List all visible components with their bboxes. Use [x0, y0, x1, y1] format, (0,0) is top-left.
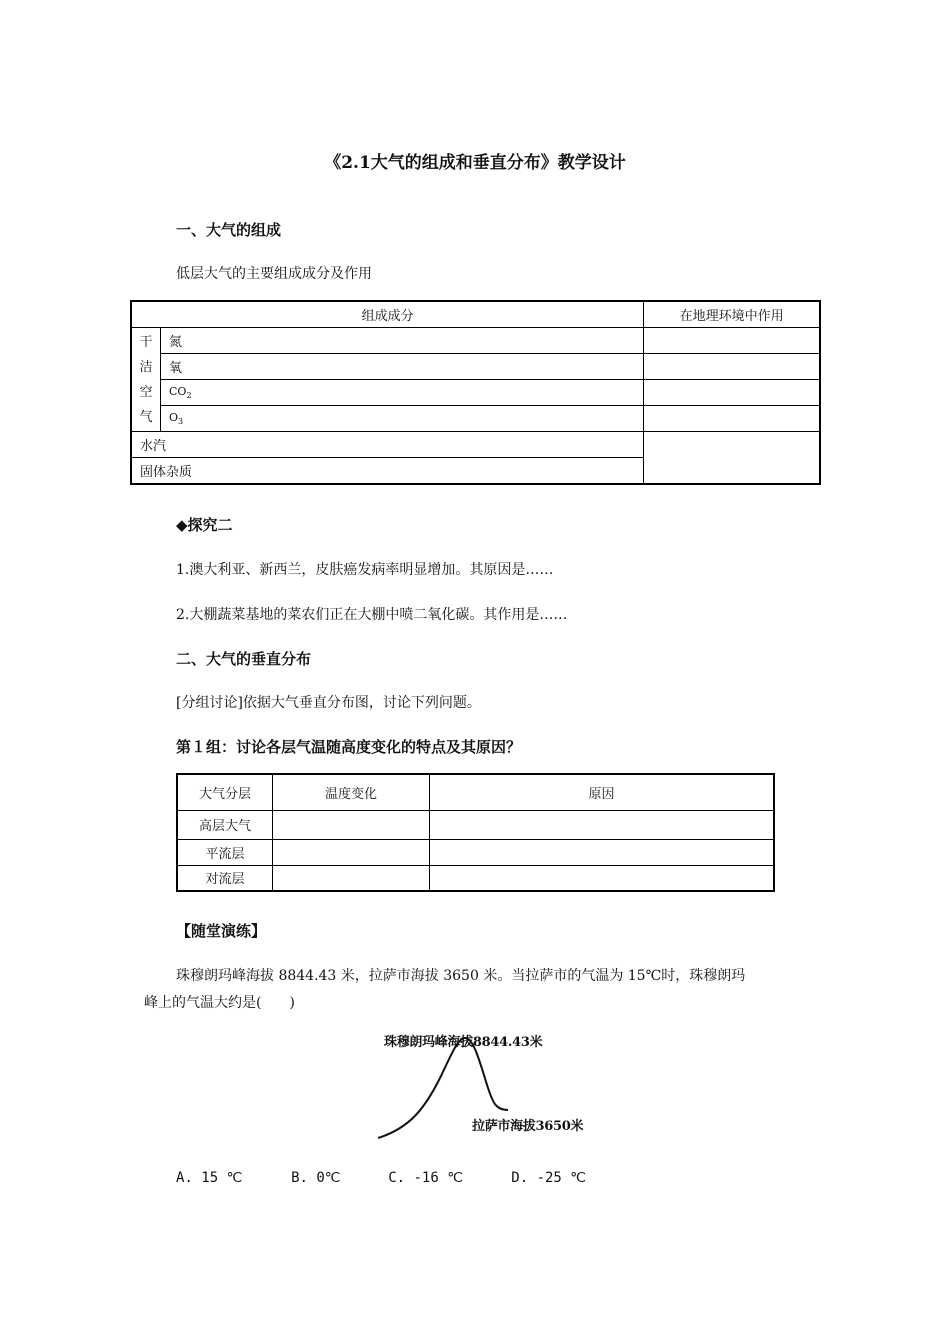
table-row	[131, 406, 820, 432]
cell-empty	[273, 839, 430, 865]
discussion-text: [分组讨论]依据大气垂直分布图，讨论下列问题。	[176, 695, 481, 711]
table-row	[177, 839, 774, 865]
cell-water-vapor: 水汽	[131, 432, 644, 458]
table-row	[131, 301, 820, 328]
cell-empty	[273, 865, 430, 891]
table-row	[177, 810, 774, 839]
practice-question-line1: 珠穆朗玛峰海拔 8844.43 米，拉萨市海拔 3650 米。当拉萨市的气温为 15℃时，珠穆朗玛	[176, 968, 746, 984]
cell-troposphere: 对流层	[177, 865, 273, 891]
answer-options	[176, 1167, 586, 1186]
section2-heading: 二、大气的垂直分布	[176, 650, 312, 668]
cell-upper-atmosphere: 高层大气	[177, 810, 273, 839]
practice-question-line2: 峰上的气温大约是( )	[144, 995, 295, 1011]
group1-question: 第１组：讨论各层气温随高度变化的特点及其原因？	[176, 738, 522, 756]
peak-label: 珠穆朗玛峰海拔8844.43米	[384, 1035, 543, 1050]
cell-o3: $O_3$	[161, 406, 644, 432]
header-temperature: 温度变化	[273, 774, 430, 810]
cell-role-empty	[644, 328, 820, 354]
explore-heading: ◆探究二	[176, 516, 233, 534]
layers-table	[176, 773, 775, 892]
composition-table	[130, 300, 821, 485]
cell-stratosphere: 平流层	[177, 839, 273, 865]
cell-role-empty	[644, 406, 820, 432]
cell-empty	[273, 810, 430, 839]
option-b: B. 0℃	[291, 1170, 341, 1186]
cell-nitrogen: 氮	[161, 328, 644, 354]
cell-empty	[430, 865, 775, 891]
cell-co2: $CO_2$	[161, 380, 644, 406]
table-row	[131, 380, 820, 406]
table-row	[131, 432, 820, 458]
table-row	[177, 774, 774, 810]
document-title: 《2.1大气的组成和垂直分布》教学设计	[324, 153, 626, 173]
cell-solid-impurities: 固体杂质	[131, 458, 644, 485]
header-layer: 大气分层	[177, 774, 273, 810]
header-role: 在地理环境中作用	[644, 301, 820, 328]
explore-question-2: 2.大棚蔬菜基地的菜农们正在大棚中喷二氧化碳。其作用是……	[176, 607, 568, 623]
cell-role-empty	[644, 432, 820, 485]
option-a: A. 15 ℃	[176, 1170, 243, 1186]
option-d: D. -25 ℃	[511, 1170, 587, 1186]
explore-question-1: 1.澳大利亚、新西兰，皮肤癌发病率明显增加。其原因是……	[176, 562, 554, 578]
section1-heading: 一、大气的组成	[176, 221, 282, 239]
lhasa-label: 拉萨市海拔3650米	[472, 1119, 584, 1134]
dry-air-label: 干 洁 空 气	[131, 328, 161, 432]
cell-empty	[430, 839, 775, 865]
cell-oxygen: 氧	[161, 354, 644, 380]
table-row	[131, 354, 820, 380]
cell-role-empty	[644, 354, 820, 380]
cell-empty	[430, 810, 775, 839]
header-component: 组成成分	[131, 301, 644, 328]
table-row	[177, 865, 774, 891]
section1-subtitle: 低层大气的主要组成成分及作用	[176, 266, 372, 282]
mountain-figure	[370, 1028, 610, 1148]
practice-heading: 【随堂演练】	[176, 922, 267, 940]
option-c: C. -16 ℃	[388, 1170, 463, 1186]
table-row	[131, 328, 820, 354]
header-reason: 原因	[430, 774, 775, 810]
cell-role-empty	[644, 380, 820, 406]
